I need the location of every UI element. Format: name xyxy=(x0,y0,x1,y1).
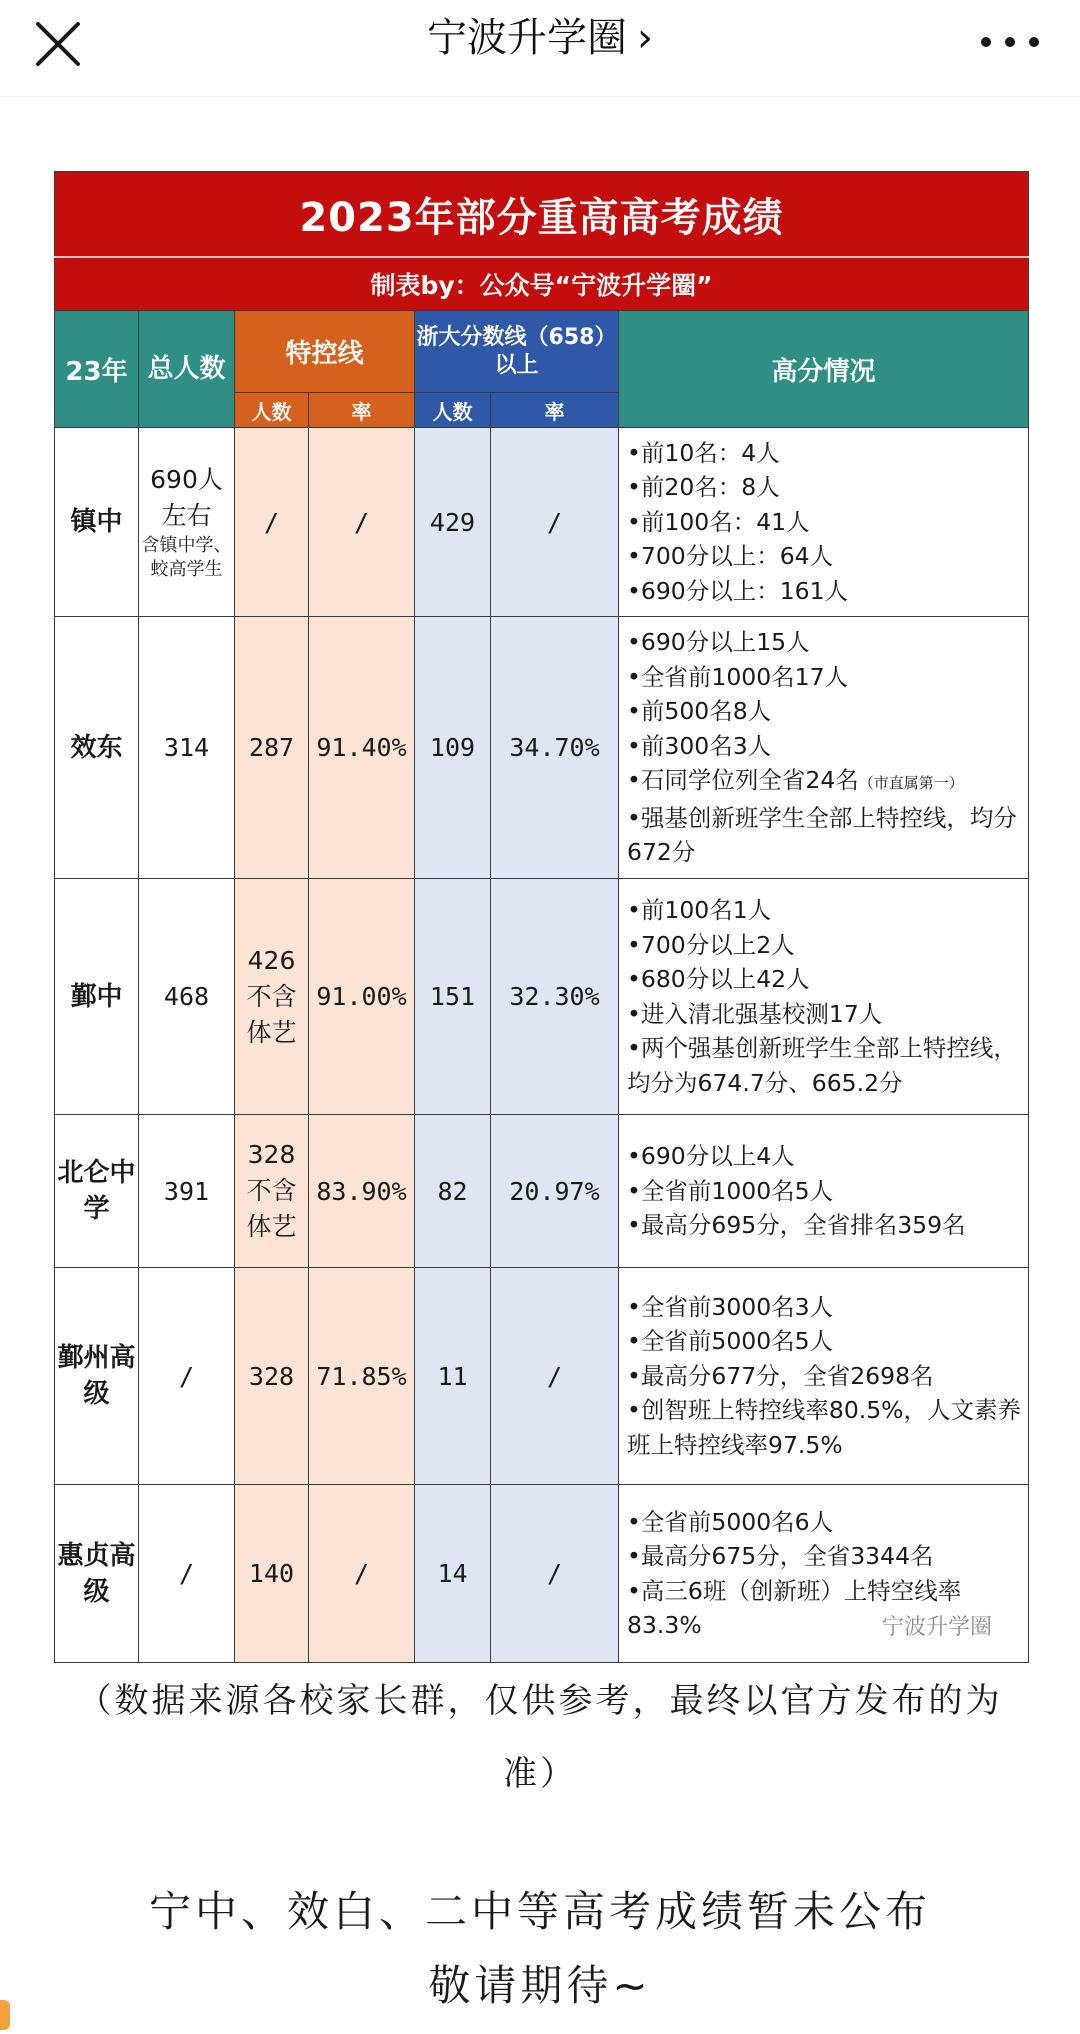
closing-text xyxy=(0,1875,1080,2023)
table-row xyxy=(55,1268,1029,1485)
tk-rate: 91.40% xyxy=(309,617,415,879)
tk-count: 287 xyxy=(235,617,309,879)
zd-rate: 34.70% xyxy=(491,617,619,879)
tk-count: 140 xyxy=(235,1485,309,1663)
table-row xyxy=(55,428,1029,617)
zd-count: 11 xyxy=(415,1268,491,1485)
zd-count: 14 xyxy=(415,1485,491,1663)
tk-rate: 91.00% xyxy=(309,879,415,1115)
tk-rate: 83.90% xyxy=(309,1115,415,1268)
note-line: •高三6班（创新班）上特空线率83.3% xyxy=(627,1576,962,1639)
note-line: •前10名：4人 xyxy=(627,438,780,467)
note-line: •全省前3000名3人 xyxy=(627,1292,834,1321)
high-score-notes xyxy=(619,1268,1029,1485)
zd-count: 429 xyxy=(415,428,491,617)
note-line: •前100名1人 xyxy=(627,896,772,924)
subheader-tk-rate: 率 xyxy=(309,393,415,428)
note-line: •创智班上特控线率80.5%，人文素养班上特控线率97.5% xyxy=(627,1396,1022,1459)
tk-rate: 71.85% xyxy=(309,1268,415,1485)
header-tekong: 特控线 xyxy=(235,311,415,393)
note-line: •690分以上15人 xyxy=(627,628,810,657)
note-line: •690分以上4人 xyxy=(627,1142,795,1171)
zd-rate: / xyxy=(491,1485,619,1663)
score-table-image[interactable] xyxy=(54,171,1028,1663)
high-score-notes xyxy=(619,428,1029,617)
zd-rate: / xyxy=(491,428,619,617)
school-name: 鄞中 xyxy=(55,879,139,1115)
floating-edge-handle[interactable] xyxy=(0,2000,10,2030)
zd-count: 82 xyxy=(415,1115,491,1268)
total-count: / xyxy=(139,1485,235,1663)
note-line: •700分以上2人 xyxy=(627,930,795,959)
zd-count: 151 xyxy=(415,879,491,1115)
tk-count-value: 426 xyxy=(247,945,296,975)
tk-count xyxy=(235,1115,309,1268)
table-row xyxy=(55,1115,1029,1268)
more-button[interactable] xyxy=(970,22,1050,62)
note-line: •强基创新班学生全部上特控线，均分672分 xyxy=(627,803,1017,867)
tk-rate: / xyxy=(309,428,415,617)
tk-count-note: 不含体艺 xyxy=(246,1176,297,1241)
total-count: 468 xyxy=(139,879,235,1115)
note-line: •前500名8人 xyxy=(627,697,772,726)
header-year: 23年 xyxy=(55,311,139,428)
high-score-notes xyxy=(619,617,1029,879)
note-line xyxy=(627,763,1022,801)
subheader-zd-count: 人数 xyxy=(415,393,491,428)
tk-count: / xyxy=(235,428,309,617)
total-count: 391 xyxy=(139,1115,235,1268)
subheader-tk-count: 人数 xyxy=(235,393,309,428)
note-line: •全省前1000名17人 xyxy=(627,662,849,691)
tk-count-value: 328 xyxy=(247,1140,296,1169)
note-line: •最高分695分，全省排名359名 xyxy=(627,1211,966,1240)
high-score-notes xyxy=(619,879,1029,1115)
table-row xyxy=(55,879,1029,1115)
account-name: 宁波升学圈 xyxy=(427,15,627,61)
more-icon xyxy=(970,22,1050,62)
header-total: 总人数 xyxy=(139,311,235,428)
school-name: 镇中 xyxy=(55,428,139,617)
note-line: •两个强基创新班学生全部上特控线，均分为674.7分、665.2分 xyxy=(627,1034,1017,1097)
note-line: •全省前5000名6人 xyxy=(627,1507,834,1536)
total-count xyxy=(139,428,235,617)
note-line: •最高分675分，全省3344名 xyxy=(627,1542,934,1570)
school-name: 惠贞高级 xyxy=(55,1485,139,1663)
note-line: •680分以上42人 xyxy=(627,965,810,993)
total-count: / xyxy=(139,1268,235,1485)
note-line: •进入清北强基校测17人 xyxy=(627,999,883,1028)
closing-line: 宁中、效白、二中等高考成绩暂未公布 xyxy=(148,1887,931,1936)
top-navbar xyxy=(0,0,1080,97)
high-score-notes xyxy=(619,1115,1029,1268)
note-line: •690分以上：161人 xyxy=(627,576,849,605)
note-text: •石同学位列全省24名 xyxy=(627,766,859,795)
data-source-note: （数据来源各校家长群，仅供参考，最终以官方发布的为准） xyxy=(77,1681,1003,1794)
total-note: 含镇中学、蛟高学生 xyxy=(141,535,232,580)
note-line: •全省前1000名5人 xyxy=(627,1176,834,1205)
closing-line: 敬请期待~ xyxy=(428,1961,652,2010)
zd-rate: 32.30% xyxy=(491,879,619,1115)
tk-count: 328 xyxy=(235,1268,309,1485)
school-name: 鄞州高级 xyxy=(55,1268,139,1485)
header-zheda: 浙大分数线（658）以上 xyxy=(415,311,619,393)
subheader-zd-rate: 率 xyxy=(491,393,619,428)
school-name: 北仑中学 xyxy=(55,1115,139,1268)
note-line: •700分以上：64人 xyxy=(627,542,834,571)
note-line: •前100名：41人 xyxy=(627,507,810,536)
table-subtitle: 制表by：公众号“宁波升学圈” xyxy=(55,257,1029,311)
account-title-link[interactable] xyxy=(0,8,1080,68)
school-name: 效东 xyxy=(55,617,139,879)
chevron-right-icon: › xyxy=(637,15,653,61)
zd-rate: 20.97% xyxy=(491,1115,619,1268)
note-line: •前300名3人 xyxy=(627,731,772,760)
total-count: 314 xyxy=(139,617,235,879)
watermark-label: 宁波升学圈 xyxy=(881,1615,992,1640)
tk-count xyxy=(235,879,309,1115)
score-table xyxy=(54,171,1029,1663)
note-line: •全省前5000名5人 xyxy=(627,1327,834,1356)
table-row xyxy=(55,617,1029,879)
note-line: •前20名：8人 xyxy=(627,473,780,502)
tk-rate: / xyxy=(309,1485,415,1663)
tk-count-note: 不含体艺 xyxy=(246,981,297,1047)
header-high-score: 高分情况 xyxy=(619,311,1029,428)
total-value: 690人左右 xyxy=(150,465,223,530)
note-line: •最高分677分，全省2698名 xyxy=(627,1361,934,1390)
zd-rate: / xyxy=(491,1268,619,1485)
zd-count: 109 xyxy=(415,617,491,879)
table-title: 2023年部分重高高考成绩 xyxy=(55,172,1029,258)
note-small: （市直属第一） xyxy=(858,774,964,793)
